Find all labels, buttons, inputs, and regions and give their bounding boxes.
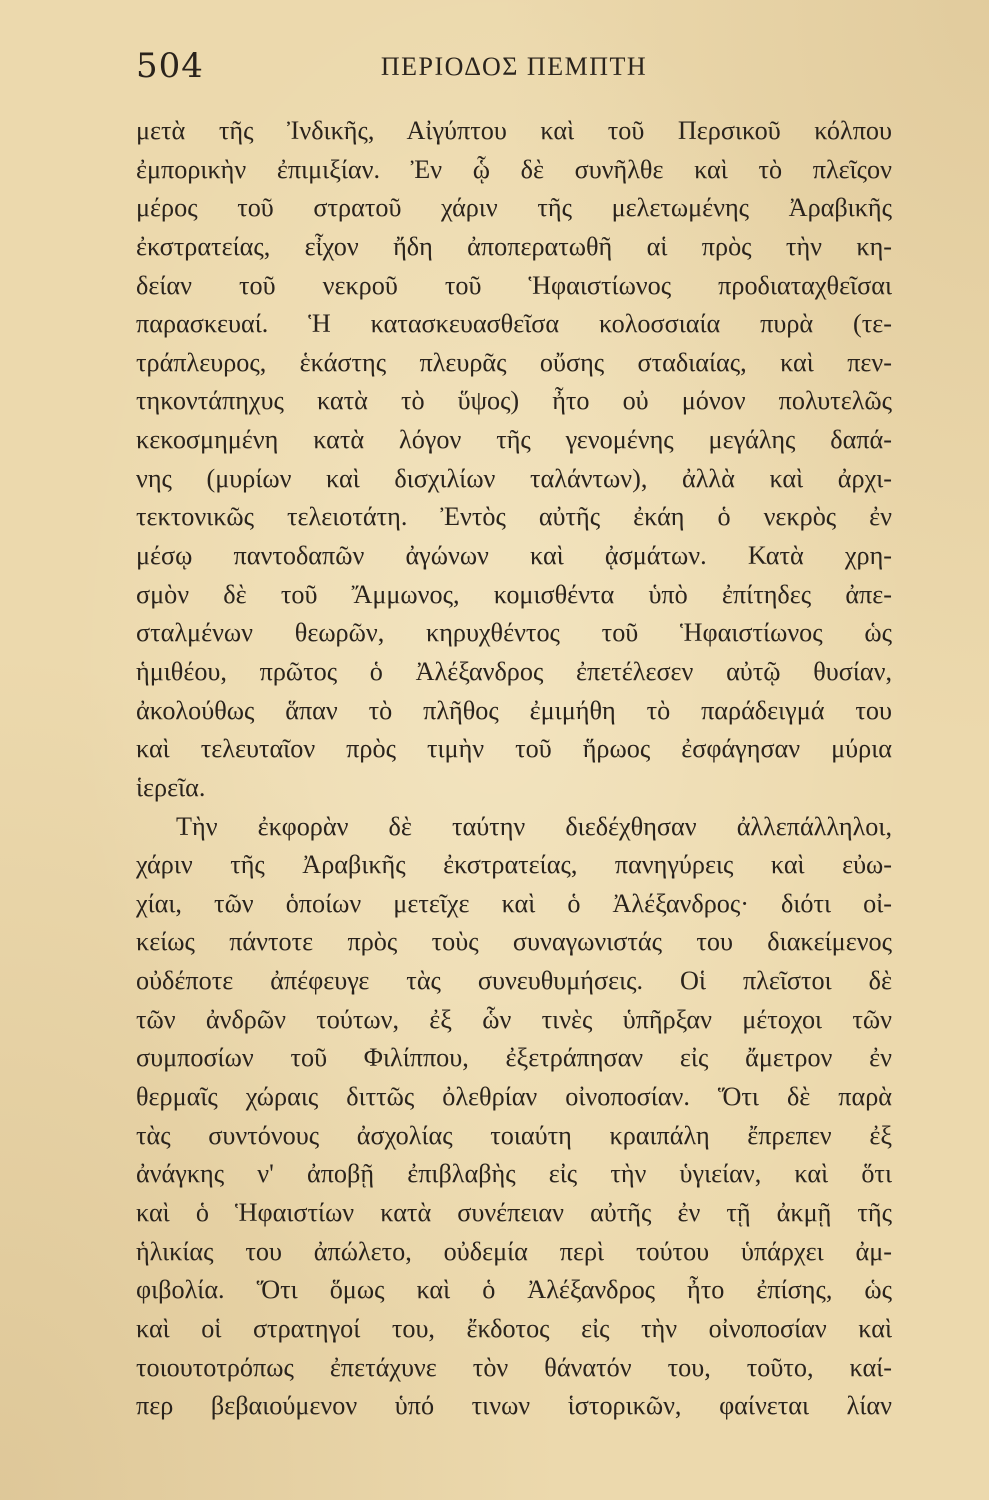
text-line: σταλμένων θεωρῶν, κηρυχθέντος τοῦ Ἡφαιστίωνος ὡς — [136, 618, 892, 648]
text-line: χάριν τῆς Ἀραβικῆς ἐκστρατείας, πανηγύρεις καὶ εὐω- — [136, 850, 892, 880]
text-line: κεκοσμημένη κατὰ λόγον τῆς γενομένης μεγάλης δαπά- — [136, 425, 892, 455]
paragraph — [136, 112, 892, 808]
text-line: σμὸν δὲ τοῦ Ἄμμωνος, κομισθέντα ὑπὸ ἐπίτηδες ἀπε- — [136, 579, 892, 609]
text-line: τηκοντάπηχυς κατὰ τὸ ὕψος) ἦτο οὐ μόνον πολυτελῶς — [136, 386, 892, 416]
text-line: μέρος τοῦ στρατοῦ χάριν τῆς μελετωμένης Ἀραβικῆς — [136, 193, 892, 223]
text-line: ἐμπορικὴν ἐπιμιξίαν. Ἐν ᾧ δὲ συνῆλθε καὶ τὸ πλεῖςον — [136, 154, 892, 184]
text-line: δείαν τοῦ νεκροῦ τοῦ Ἡφαιστίωνος προδιαταχθεῖσαι — [136, 270, 892, 300]
text-line: ἱερεῖα. — [136, 772, 206, 802]
text-line: νης (μυρίων καὶ δισχιλίων ταλάντων), ἀλλὰ καὶ ἀρχι- — [136, 463, 892, 493]
text-line: ἀκολούθως ἅπαν τὸ πλῆθος ἐμιμήθη τὸ παράδειγμά του — [136, 695, 892, 725]
text-line: ἀνάγκης ν' ἀποβῇ ἐπιβλαβὴς εἰς τὴν ὑγιείαν, καὶ ὅτι — [136, 1159, 892, 1189]
page-number: 504 — [136, 46, 204, 86]
text-line: οὐδέποτε ἀπέφευγε τὰς συνευθυμήσεις. Οἱ πλεῖστοι δὲ — [136, 966, 892, 996]
text-line: τῶν ἀνδρῶν τούτων, ἐξ ὧν τινὲς ὑπῆρξαν μέτοχοι τῶν — [136, 1004, 892, 1034]
text-line: θερμαῖς χώραις διττῶς ὀλεθρίαν οἰνοποσίαν. Ὅτι δὲ παρὰ — [136, 1082, 892, 1112]
text-line: καὶ τελευταῖον πρὸς τιμὴν τοῦ ἥρωος ἐσφάγησαν μύρια — [136, 734, 892, 764]
text-line: ἡμιθέου, πρῶτος ὁ Ἀλέξανδρος ἐπετέλεσεν αὐτῷ θυσίαν, — [136, 656, 892, 686]
text-line: Τὴν ἐκφορὰν δὲ ταύτην διεδέχθησαν ἀλλεπάλληλοι, — [176, 811, 892, 841]
text-line: μέσῳ παντοδαπῶν ἀγώνων καὶ ᾀσμάτων. Κατὰ χρη- — [136, 541, 892, 571]
paragraph — [136, 808, 892, 1426]
text-line: χίαι, τῶν ὁποίων μετεῖχε καὶ ὁ Ἀλέξανδρος· διότι οἰ- — [136, 888, 892, 918]
text-line: παρασκευαί. Ἡ κατασκευασθεῖσα κολοσσιαία πυρὰ (τε- — [136, 309, 892, 339]
text-line: τοιουτοτρόπως ἐπετάχυνε τὸν θάνατόν του, τοῦτο, καί- — [136, 1352, 892, 1382]
text-line: τὰς συντόνους ἀσχολίας τοιαύτη κραιπάλη ἔπρεπεν ἐξ — [136, 1120, 892, 1150]
text-line: καὶ οἱ στρατηγοί του, ἔκδοτος εἰς τὴν οἰνοποσίαν καὶ — [136, 1313, 892, 1343]
text-line: καὶ ὁ Ἡφαιστίων κατὰ συνέπειαν αὐτῆς ἐν τῇ ἀκμῇ τῆς — [136, 1197, 892, 1227]
text-line: ἐκστρατείας, εἶχον ἤδη ἀποπερατωθῆ αἱ πρὸς τὴν κη- — [136, 231, 892, 261]
text-line: περ βεβαιούμενον ὑπό τινων ἱστορικῶν, φαίνεται λίαν — [136, 1391, 892, 1421]
text-line: τράπλευρος, ἑκάστης πλευρᾶς οὔσης σταδιαίας, καὶ πεν- — [136, 347, 892, 377]
text-line: μετὰ τῆς Ἰνδικῆς, Αἰγύπτου καὶ τοῦ Περσικοῦ κόλπου — [136, 116, 892, 145]
text-line: ἡλικίας του ἀπώλετο, οὐδεμία περὶ τούτου ὑπάρχει ἀμ- — [136, 1236, 892, 1266]
body-text — [136, 112, 892, 1426]
running-title: ΠΕΡΙΟΔΟΣ ΠΕΜΠΤΗ — [380, 52, 648, 81]
text-line: συμποσίων τοῦ Φιλίππου, ἐξετράπησαν εἰς ἄμετρον ἐν — [136, 1043, 892, 1073]
text-line: κείως πάντοτε πρὸς τοὺς συναγωνιστάς του διακείμενος — [136, 927, 892, 957]
page-header — [136, 46, 892, 102]
text-line: φιβολία. Ὅτι ὅμως καὶ ὁ Ἀλέξανδρος ἦτο ἐπίσης, ὡς — [136, 1275, 892, 1305]
text-line: τεκτονικῶς τελειοτάτη. Ἐντὸς αὐτῆς ἐκάη ὁ νεκρὸς ἐν — [136, 502, 892, 532]
